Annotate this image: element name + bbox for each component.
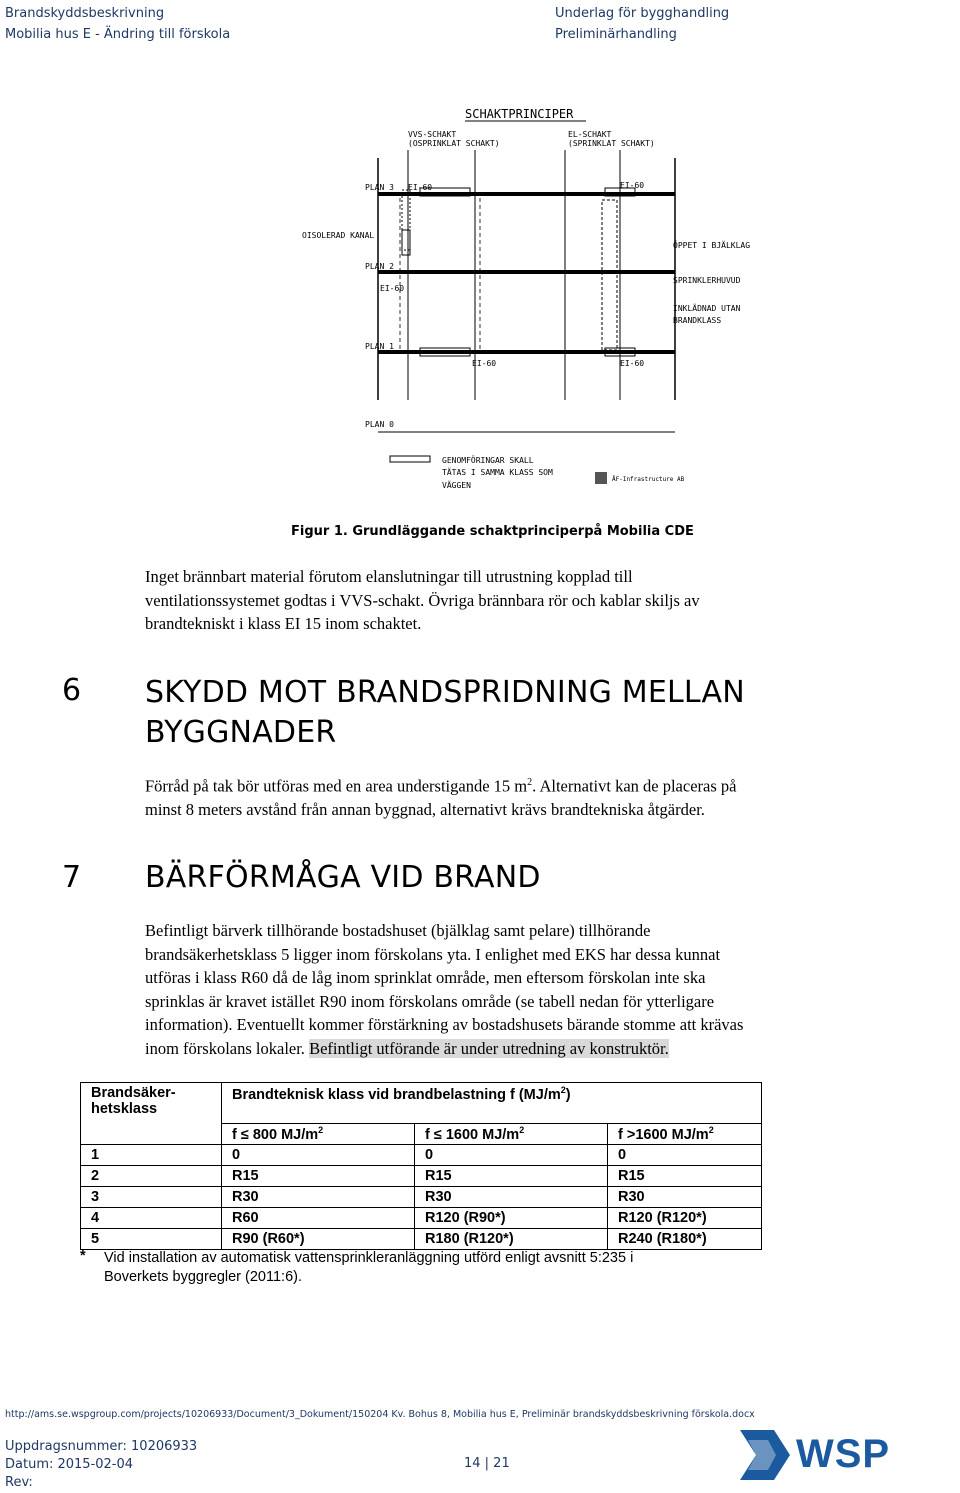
ei60-label-4: EI-60 — [472, 359, 497, 368]
el-label-1: EL-SCHAKT — [568, 130, 612, 139]
section7-number: 7 — [62, 860, 82, 895]
shaft-principle-drawing — [290, 100, 751, 500]
table-cell: R30 — [222, 1187, 415, 1208]
page-header-left — [5, 3, 230, 45]
fire-class-table — [80, 1082, 762, 1250]
af-logo-text: ÅF-Infrastructure AB — [612, 476, 685, 483]
section7-heading: BÄRFÖRMÅGA VID BRAND — [145, 860, 541, 895]
table-cell: R90 (R60*) — [222, 1229, 415, 1250]
shaft-paragraph — [145, 565, 865, 636]
table-row — [81, 1145, 762, 1166]
header-class-line1: Brandsäker- — [91, 1085, 176, 1101]
section6-text-a: Förråd på tak bör utföras med en area understigande 15 m — [145, 776, 528, 796]
el-label-2: (SPRINKLAT SCHAKT) — [568, 139, 655, 148]
table-cell: 4 — [81, 1208, 222, 1229]
section7-line6a: inom förskolans lokaler. — [145, 1038, 310, 1058]
footer-assignment-number: Uppdragsnummer: 10206933 — [5, 1439, 198, 1454]
subheader-2-text: f ≤ 1600 MJ/m — [425, 1126, 520, 1143]
af-logo-mark — [595, 472, 607, 484]
plan3-label: PLAN 3 — [365, 183, 394, 192]
section7-line3: utföras i klass R60 då de låg inom sprinklat område, men eftersom förskolan inte ska — [145, 968, 706, 987]
table-header-row — [81, 1083, 762, 1124]
wsp-logo — [740, 1430, 900, 1480]
oisolerad-label: OISOLERAD KANAL — [302, 231, 375, 240]
table-row — [81, 1208, 762, 1229]
table-cell: R60 — [222, 1208, 415, 1229]
header-span-sup: 2 — [560, 1085, 566, 1095]
legend-line-2: TÄTAS I SAMMA KLASS SOM — [442, 468, 553, 477]
table-note — [104, 1249, 633, 1287]
table-cell: R120 (R90*) — [415, 1208, 608, 1229]
table-row — [81, 1187, 762, 1208]
section7-line1: Befintligt bärverk tillhörande bostadshuset (bjälklag samt pelare) tillhörande — [145, 921, 651, 940]
ei60-label-2: EI-60 — [620, 181, 645, 190]
inkladnad-label-1: INKLÄDNAD UTAN — [673, 304, 741, 313]
legend-line-3: VÄGGEN — [442, 481, 471, 490]
table-cell: 2 — [81, 1166, 222, 1187]
para1-line1: Inget brännbart material förutom elanslutningar till utrustning kopplad till — [145, 567, 633, 586]
section6-text-line2: minst 8 meters avstånd från annan byggnad, alternativt krävs brandtekniska åtgärder. — [145, 800, 705, 819]
table-cell: 3 — [81, 1187, 222, 1208]
table-header-span — [222, 1083, 762, 1124]
doc-title: Brandskyddsbeskrivning — [5, 6, 165, 21]
footer-file-path: http://ams.se.wspgroup.com/projects/10206933/Document/3_Dokument/150204 Kv. Bohus 8, Mobilia hus E, Preliminär brandskyddsbeskrivning förskola.docx — [5, 1409, 755, 1420]
ei60-label-1: EI-60 — [408, 183, 433, 192]
doc-stage: Underlag för bygghandling — [555, 6, 730, 21]
table-cell: R15 — [222, 1166, 415, 1187]
section7-line2: brandsäkerhetsklass 5 ligger inom förskolans yta. I enlighet med EKS har dessa kunnat — [145, 944, 721, 964]
footer-date: Datum: 2015-02-04 — [5, 1457, 134, 1472]
section6-text-b: . Alternativt kan de placeras på — [532, 776, 737, 796]
section6-sup: 2 — [527, 777, 533, 788]
legend-hatch-swatch — [390, 456, 430, 462]
oppet-label: ÖPPET I BJÄLKLAG — [673, 241, 751, 250]
legend-line-1: GENOMFÖRINGAR SKALL — [442, 456, 534, 465]
subheader-3-sup: 2 — [708, 1125, 714, 1136]
ei60-label-5: EI-60 — [620, 359, 645, 368]
table-row — [81, 1166, 762, 1187]
plan0-label: PLAN 0 — [365, 420, 394, 429]
table-cell: R15 — [415, 1166, 608, 1187]
section6-title-line1: SKYDD MOT BRANDSPRIDNING MELLAN — [145, 675, 745, 710]
vvs-label-1: VVS-SCHAKT — [408, 130, 457, 139]
inkladnad-label-2: BRANDKLASS — [673, 316, 722, 325]
table-cell: R30 — [608, 1187, 762, 1208]
plan1-label: PLAN 1 — [365, 342, 394, 351]
table-cell: 1 — [81, 1145, 222, 1166]
figure-caption: Figur 1. Grundläggande schaktprinciperpå Mobilia CDE — [291, 524, 694, 539]
table-header-class — [81, 1083, 222, 1145]
table-row — [81, 1229, 762, 1250]
table-cell: R15 — [608, 1166, 762, 1187]
table-cell: 0 — [415, 1145, 608, 1166]
section7-line4: sprinklas är kravet istället R90 inom förskolans område (se tabell nedan för ytterligare — [145, 991, 715, 1011]
para1-line3: brandtekniskt i klass EI 15 inom schaktet. — [145, 614, 422, 633]
plan2-label: PLAN 2 — [365, 262, 394, 271]
section6-heading — [145, 673, 745, 753]
section7-highlighted-text: Befintligt utförande är under utredning av konstruktör. — [309, 1038, 669, 1058]
subheader-2-sup: 2 — [519, 1125, 525, 1136]
page-number: 14 | 21 — [464, 1456, 510, 1471]
subheader-1-sup: 2 — [318, 1125, 324, 1136]
subheader-3-text: f >1600 MJ/m — [618, 1126, 709, 1143]
section6-number: 6 — [62, 673, 82, 708]
table-note-line1: Vid installation av automatisk vattensprinkleranläggning utförd enligt avsnitt 5:235 i — [104, 1250, 634, 1266]
section7-paragraph — [145, 919, 905, 1060]
header-class-line2: hetsklass — [91, 1101, 158, 1117]
drawing-title: SCHAKTPRINCIPER — [465, 107, 574, 121]
table-cell: 0 — [222, 1145, 415, 1166]
header-span-end: ) — [565, 1086, 571, 1103]
para1-line2: ventilationssystemet godtas i VVS-schakt. Övriga brännbara rör och kablar skiljs av — [145, 590, 700, 610]
table-cell: R180 (R120*) — [415, 1229, 608, 1250]
table-cell: R120 (R120*) — [608, 1208, 762, 1229]
subheader-cell — [415, 1124, 608, 1145]
footer-meta — [5, 1438, 197, 1492]
sprinkler-label: SPRINKLERHUVUD — [673, 276, 741, 285]
table-cell: R240 (R180*) — [608, 1229, 762, 1250]
subheader-cell — [608, 1124, 762, 1145]
footer-rev: Rev: — [5, 1475, 33, 1490]
subheader-1-text: f ≤ 800 MJ/m — [232, 1126, 319, 1143]
vvs-label-2: (OSPRINKLAT SCHAKT) — [408, 139, 500, 148]
table-note-line2: Boverkets byggregler (2011:6). — [104, 1269, 303, 1285]
page-header-right — [555, 3, 729, 45]
doc-subtitle: Mobilia hus E - Ändring till förskola — [5, 27, 231, 42]
subheader-cell — [222, 1124, 415, 1145]
table-cell: 5 — [81, 1229, 222, 1250]
wsp-logo-mark-icon — [740, 1430, 790, 1480]
header-span-text: Brandteknisk klass vid brandbelastning f (MJ/m — [232, 1086, 561, 1103]
doc-status: Preliminärhandling — [555, 27, 677, 42]
section6-title-line2: BYGGNADER — [145, 715, 337, 750]
section6-paragraph — [145, 771, 905, 822]
table-cell: 0 — [608, 1145, 762, 1166]
section7-line5: information). Eventuellt kommer förstärkning av bostadshusets bärande stomme att krävas — [145, 1015, 744, 1034]
table-cell: R30 — [415, 1187, 608, 1208]
table-note-star: * — [80, 1248, 86, 1264]
wsp-logo-text: WSP — [796, 1432, 891, 1476]
ei60-label-3: EI-60 — [380, 284, 405, 293]
